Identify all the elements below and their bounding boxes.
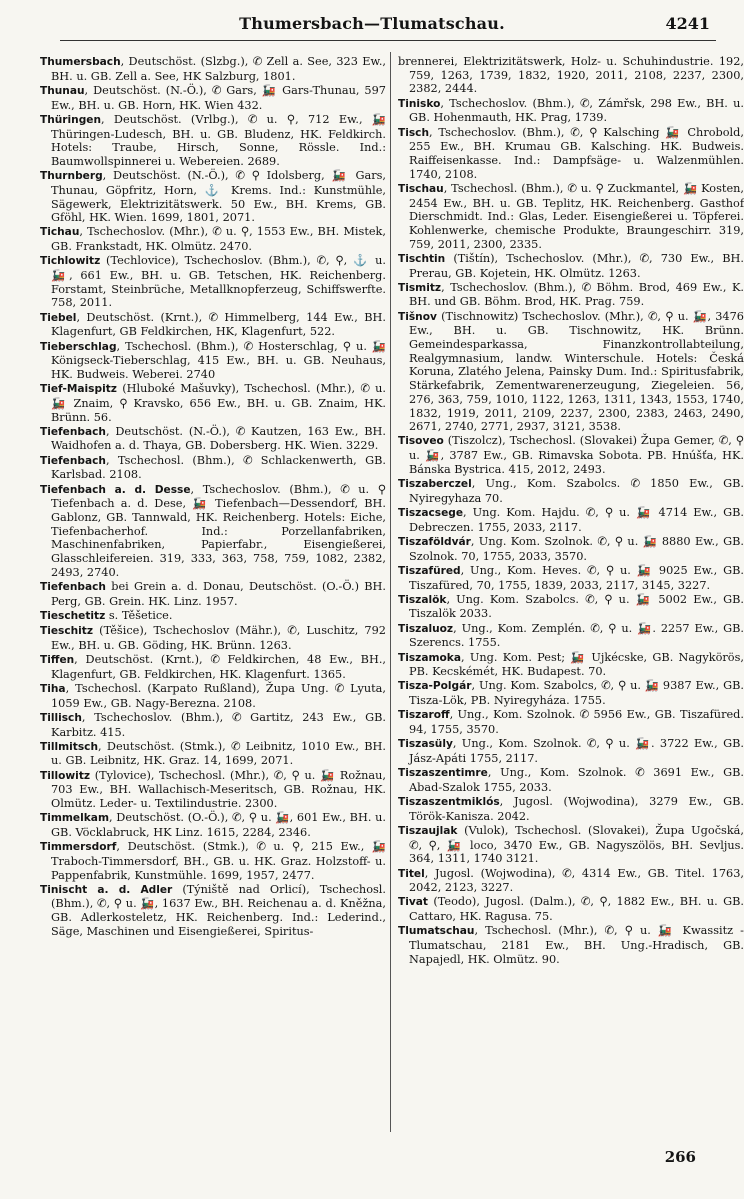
entry-headword: Tiszaszentmiklós	[398, 796, 500, 809]
entry-headword: Tischtin	[398, 252, 446, 265]
entry-text: , Tschechosl. (Bhm.), ✆ u. ⚲ Zuckmantel, 🚂 Kosten, 2454 Ew., BH. u. GB. Teplitz, HK. Reichenberg. Gasthof Dierschmidt. Ind.: Glas, Leder. Eisengießerei u. Töpferei. Kohlenwerke, chemische Produkte, Braungeschirr. 319, 759, 2011, 2300, 2335.	[409, 181, 744, 251]
entry-text: , Ung. Kom. Szabolcs. ✆, ⚲ u. 🚂 5002 Ew., GB. Tiszalök 2033.	[409, 592, 744, 621]
entry-text: (Techlovice), Tschechoslov. (Bhm.), ✆, ⚲, ⚓ u. 🚂, 661 Ew., BH. u. GB. Tetschen, HK. Reichenberg. Forstamt, Steinbrüche, Metallknopferzeug, Schiffswerfte. 758, 2011.	[51, 254, 386, 310]
header-rule	[60, 40, 716, 41]
directory-entry	[398, 97, 744, 125]
directory-entry	[40, 624, 386, 652]
entry-headword: Tieberschlag	[40, 340, 117, 353]
directory-entry	[398, 182, 744, 252]
entry-text: , Ung. Kom. Szolnok. ✆, ⚲ u. 🚂 8880 Ew., GB. Szolnok. 70, 1755, 2033, 3570.	[409, 534, 744, 563]
page-title: Thumersbach—Tlumatschau.	[239, 14, 505, 33]
directory-entry	[40, 769, 386, 811]
entry-headword: Tiszalök	[398, 593, 447, 606]
directory-entry	[398, 281, 744, 309]
page-header	[20, 14, 724, 40]
entry-headword: Thunau	[40, 84, 85, 97]
directory-entry	[40, 653, 386, 681]
directory-entry	[40, 811, 386, 839]
entry-headword: Tiszasüly	[398, 738, 453, 751]
entry-text: (Hluboké Mašuvky), Tschechosl. (Mhr.), ✆ u. 🚂 Znaim, ⚲ Kravsko, 656 Ew., BH. u. GB. Znaim, HK. Brünn. 56.	[51, 382, 386, 424]
column-divider	[390, 52, 391, 1132]
entry-headword: Thüringen	[40, 113, 102, 126]
directory-entry	[398, 867, 744, 895]
entry-headword: Tisza-Polgár	[398, 680, 472, 693]
entry-headword: Tiebel	[40, 311, 77, 324]
right-column	[398, 55, 744, 1130]
entry-text: , Ung. Kom. Pest; 🚂 Ujkécske, GB. Nagykörös, PB. Kecskémét, HK. Budapest. 70.	[409, 650, 744, 679]
entry-text: (Těšice), Tschechoslov (Mähr.), ✆, Luschitz, 792 Ew., BH. u. GB. Göding, HK. Brünn. 1263.	[51, 624, 386, 652]
entry-headword: Tichlowitz	[40, 255, 101, 268]
entry-text: (Tylovice), Tschechosl. (Mhr.), ✆, ⚲ u. 🚂 Rožnau, 703 Ew., BH. Wallachisch-Meseritsch, GB. Rožnau, HK. Olmütz. Leder- u. Textilindustrie. 2300.	[51, 768, 386, 811]
entry-headword: Tisch	[398, 126, 429, 139]
entry-text: , Tschechosl. (Karpato Rußland), Župa Ung. ✆ Lyuta, 1059 Ew., GB. Nagy-Berezna. 2108.	[51, 681, 386, 710]
entry-text: (Teodo), Jugosl. (Dalm.), ✆, ⚲, 1882 Ew., BH. u. GB. Cattaro, HK. Ragusa. 75.	[409, 895, 744, 924]
entry-text: , Ung., Kom. Szolnok. ✆ 5956 Ew., GB. Tiszafüred. 94, 1755, 3570.	[409, 708, 744, 737]
entry-headword: Tinisko	[398, 97, 441, 110]
directory-entry	[398, 477, 744, 505]
entry-headword: Tinischt a. d. Adler	[40, 883, 173, 896]
directory-entry	[398, 766, 744, 794]
entry-headword: Tiha	[40, 682, 66, 695]
entry-text: , Deutschöst. (Krnt.), ✆ Feldkirchen, 48 Ew., BH., Klagenfurt, GB. Feldkirchen, HK. Klagenfurt. 1365.	[51, 653, 386, 681]
left-column	[40, 55, 386, 1130]
entry-text: , Deutschöst. (O.-Ö.), ✆, ⚲ u. 🚂, 601 Ew., BH. u. GB. Vöcklabruck, HK Linz. 1615, 2284, 2346.	[51, 811, 386, 839]
entry-headword: Tiszaujlak	[398, 824, 458, 837]
entry-text: , Deutschöst. (Krnt.), ✆ Himmelberg, 144 Ew., BH. Klagenfurt, GB Feldkirchen, HK, Klagenfurt, 522.	[51, 310, 386, 339]
directory-entry	[40, 340, 386, 382]
entry-headword: Tiszaroff	[398, 709, 450, 722]
directory-entry	[40, 311, 386, 339]
directory-entry	[398, 564, 744, 592]
entry-text: , Tschechosl. (Bhm.), ✆ Schlackenwerth, GB. Karlsbad. 2108.	[51, 453, 386, 482]
entry-headword: Timmersdorf	[40, 841, 117, 854]
entry-headword: Tiefenbach	[40, 425, 106, 438]
entry-headword: Thurnberg	[40, 170, 103, 183]
entry-headword: Tiffen	[40, 654, 75, 667]
entry-text: (Vulok), Tschechosl. (Slovakei), Župa Ugočská, ✆, ⚲, 🚂 loco, 3470 Ew., GB. Nagyszölös, BH. Sevljus. 364, 1311, 1740 3121.	[409, 823, 744, 866]
entry-headword: Tivat	[398, 896, 428, 909]
directory-entry	[398, 55, 744, 96]
directory-entry	[398, 126, 744, 182]
entry-text: , Tschechoslov. (Bhm.), ✆, Zámřsk, 298 Ew., BH. u. GB. Hohenmauth, HK. Prag, 1739.	[409, 96, 744, 125]
entry-text: , Tschechosl. (Mhr.), ✆, ⚲ u. 🚂 Kwassitz - Tlumatschau, 2181 Ew., BH. Ung.-Hradisch, GB. Napajedl, HK. Olmütz. 90.	[409, 924, 744, 966]
entry-text: , Jugosl. (Wojwodina), 3279 Ew., GB. Török-Kanisza. 2042.	[409, 795, 744, 823]
entry-text: , Deutschöst. (Stmk.), ✆ Leibnitz, 1010 Ew., BH. u. GB. Leibnitz, HK. Graz. 14, 1699, 2071.	[51, 739, 386, 768]
directory-entry	[398, 824, 744, 866]
directory-entry	[40, 483, 386, 580]
entry-headword: Tieschetitz	[40, 609, 106, 622]
entry-headword: Tischau	[398, 182, 444, 195]
entry-text: , Ung., Kom. Zemplén. ✆, ⚲ u. 🚂. 2257 Ew., GB. Szerencs. 1755.	[409, 621, 744, 650]
entry-headword: Tillisch	[40, 711, 82, 724]
directory-entry	[40, 740, 386, 768]
entry-text: , Ung. Kom. Hajdu. ✆, ⚲ u. 🚂 4714 Ew., GB. Debreczen. 1755, 2033, 2117.	[409, 506, 744, 534]
directory-entry	[398, 310, 744, 434]
directory-entry	[40, 425, 386, 453]
directory-entry	[398, 506, 744, 534]
directory-entry	[40, 113, 386, 169]
entry-text: , Tschechoslov. (Bhm.), ✆, ⚲ Kalsching 🚂 Chrobold, 255 Ew., BH. Krumau GB. Kalsching. HK. Budweis. Raiffeisenkasse. Ind.: Dampfsäge- u. Walzenmühlen. 1740, 2108.	[409, 125, 744, 181]
entry-text: , Deutschöst. (Slzbg.), ✆ Zell a. See, 323 Ew., BH. u. GB. Zell a. See, HK Salzburg, 1801.	[51, 55, 386, 83]
entry-headword: Titel	[398, 867, 425, 880]
entry-headword: Tieschitz	[40, 625, 94, 638]
directory-entry	[398, 593, 744, 621]
entry-headword: Tiefenbach	[40, 581, 106, 594]
directory-entry	[40, 225, 386, 253]
entry-headword: Tiszafüred	[398, 564, 461, 577]
directory-entry	[40, 609, 386, 624]
entry-text: , Deutschöst. (N.-Ö.), ✆ ⚲ Idolsberg, 🚂 Gars, Thunau, Göpfritz, Horn, ⚓ Krems. Ind.: Kunstmühle, Sägewerk, Elektrizitätswerk. 50 Ew., BH. Krems, GB. Gföhl, HK. Wien. 1699, 1801, 2071.	[51, 169, 386, 225]
entry-text: (Týniště nad Orlicí), Tschechosl. (Bhm.), ✆, ⚲ u. 🚂, 1637 Ew., BH. Reichenau a. d. Kněžna, GB. Adlerkosteletz, HK. Reichenberg. Ind.: Lederind., Säge, Maschinen und Eisengießerei, Spiritus-	[51, 882, 386, 938]
entry-text: , Ung., Kom. Szolnok. ✆, ⚲ u. 🚂. 3722 Ew., GB. Jász-Apáti 1755, 2117.	[409, 737, 744, 765]
entry-headword: Tišnov	[398, 310, 437, 323]
directory-entry	[40, 84, 386, 112]
directory-entry	[398, 737, 744, 765]
directory-entry	[40, 169, 386, 225]
entry-headword: Timmelkam	[40, 812, 109, 825]
entry-text: (Tischnowitz) Tschechoslov. (Mhr.), ✆, ⚲ u. 🚂, 3476 Ew., BH. u. GB. Tischnowitz, HK. Brünn. Gemeindesparkassa, Finanzkontrollabteilung, Realgymnasium, landw. Winterschule. Hotels: Česká Koruna, Zlatého Jelena, Painsky Dum. Ind.: Spiritusfabrik, Stärkefabrik, Zementwarenerzeugung, Ziegeleien. 56, 276, 363, 759, 1010, 1122, 1263, 1311, 1343, 1553, 1740, 1832, 1919, 2011, 2109, 2237, 2300, 2383, 2463, 2490, 2671, 2740, 2771, 2937, 3121, 3538.	[409, 309, 744, 434]
entry-text: , Tschechoslov. (Bhm.), ✆ Böhm. Brod, 469 Ew., K. BH. und GB. Böhm. Brod, HK. Prag. 759.	[409, 280, 744, 309]
directory-entry	[398, 708, 744, 736]
directory-entry	[398, 622, 744, 650]
entry-headword: Tiefenbach	[40, 454, 106, 467]
directory-entry	[398, 895, 744, 923]
entry-text: , Ung., Kom. Szabolcs. ✆ 1850 Ew., GB. Nyiregyhaza 70.	[409, 477, 744, 505]
entry-text: , Deutschöst. (Vrlbg.), ✆ u. ⚲, 712 Ew., 🚂 Thüringen-Ludesch, BH. u. GB. Bludenz, HK. Feldkirch. Hotels: Traube, Hirsch, Sonne, Rössle. Ind.: Baumwollspinnerei u. Webereien. 2689.	[51, 112, 386, 168]
directory-entry	[40, 55, 386, 83]
entry-headword: Tillmitsch	[40, 740, 98, 753]
directory-entry	[398, 679, 744, 707]
directory-entry	[40, 883, 386, 939]
entry-text: s. Těšetice.	[105, 608, 173, 622]
directory-entry	[40, 711, 386, 739]
entry-text: , Jugosl. (Wojwodina), ✆, 4314 Ew., GB. Titel. 1763, 2042, 2123, 3227.	[409, 866, 744, 895]
entry-text: brennerei, Elektrizitätswerk, Holz- u. Schuhindustrie. 192, 759, 1263, 1739, 1832, 1920, 2011, 2108, 2237, 2300, 2382, 2444.	[398, 55, 744, 96]
entry-text: , Deutschöst. (N.-Ö.), ✆ Kautzen, 163 Ew., BH. Waidhofen a. d. Thaya, GB. Dobersberg. HK. Wien. 3229.	[51, 424, 386, 453]
entry-text: , Tschechoslov. (Bhm.), ✆ u. ⚲ Tiefenbach a. d. Dese, 🚂 Tiefenbach—Dessendorf, BH. Gablonz, GB. Tannwald, HK. Reichenberg. Hotels: Eiche, Tiefenbacherhof. Ind.: Porzellanfabriken, Maschinenfabriken, Papierfabr., Eisengießerei, Glasschleifereien. 319, 333, 363, 758, 759, 1082, 2382, 2493, 2740.	[51, 482, 386, 579]
page-number: 4241	[665, 14, 710, 33]
entry-headword: Tiefenbach a. d. Desse	[40, 483, 191, 496]
entry-text: , Tschechoslov. (Bhm.), ✆ Gartitz, 243 Ew., GB. Karbitz. 415.	[51, 710, 386, 739]
entry-text: , Ung. Kom. Szabolcs, ✆, ⚲ u. 🚂 9387 Ew., GB. Tisza-Lök, PB. Nyiregyháza. 1755.	[409, 679, 744, 708]
entry-text: , Ung., Kom. Heves. ✆, ⚲ u. 🚂 9025 Ew., GB. Tiszafüred, 70, 1755, 1839, 2033, 2117, 3145, 3227.	[409, 563, 744, 592]
directory-entry	[40, 254, 386, 310]
entry-text: , Tschechosl. (Bhm.), ✆ Hosterschlag, ⚲ u. 🚂 Königseck-Tieberschlag, 415 Ew., BH. u. GB. Neuhaus, HK. Budweis. Weberei. 2740	[51, 339, 386, 381]
entry-text: , Ung., Kom. Szolnok. ✆ 3691 Ew., GB. Abad-Szalok 1755, 2033.	[409, 766, 744, 794]
entry-headword: Tichau	[40, 226, 80, 239]
entry-text: bei Grein a. d. Donau, Deutschöst. (O.-Ö.) BH. Perg, GB. Grein. HK. Linz. 1957.	[51, 580, 386, 608]
directory-entry	[398, 434, 744, 476]
entry-text: (Tiszolcz), Tschechosl. (Slovakei) Župa Gemer, ✆, ⚲ u. 🚂, 3787 Ew., GB. Rimavska Sobota. PB. Hnúšťa, HK. Bánska Bystrica. 415, 2012, 2493.	[409, 434, 744, 476]
entry-headword: Tiszaluoz	[398, 622, 454, 635]
entry-text: , Deutschöst. (N.-Ö.), ✆ Gars, 🚂 Gars-Thunau, 597 Ew., BH. u. GB. Horn, HK. Wien 432.	[51, 83, 386, 112]
footer-number: 266	[664, 1148, 696, 1166]
entry-headword: Tiszacsege	[398, 507, 464, 519]
entry-headword: Thumersbach	[40, 56, 121, 68]
entry-headword: Tiszaföldvár	[398, 535, 471, 548]
entry-text: (Tištín), Tschechoslov. (Mhr.), ✆, 730 Ew., BH. Prerau, GB. Kojetein, HK. Olmütz. 1263.	[409, 251, 744, 280]
entry-headword: Tismitz	[398, 281, 442, 294]
directory-entry	[40, 382, 386, 424]
directory-entry	[398, 252, 744, 280]
entry-headword: Tief-Maispitz	[40, 383, 117, 396]
entry-headword: Tillowitz	[40, 769, 91, 782]
entry-text: , Deutschöst. (Stmk.), ✆ u. ⚲, 215 Ew., 🚂 Traboch-Timmersdorf, BH., GB. u. HK. Graz. Holzstoff- u. Pappenfabrik, Kunstmühle. 1699, 1957, 2477.	[51, 840, 386, 882]
directory-entry	[40, 580, 386, 608]
directory-entry	[398, 651, 744, 679]
directory-entry	[40, 682, 386, 710]
entry-headword: Tiszaberczel	[398, 478, 472, 491]
entry-headword: Tlumatschau	[398, 925, 475, 938]
entry-headword: Tiszaszentimre	[398, 767, 488, 780]
directory-entry	[40, 840, 386, 882]
directory-entry	[398, 795, 744, 823]
entry-headword: Tisoveo	[398, 435, 444, 448]
directory-entry	[40, 454, 386, 482]
directory-entry	[398, 535, 744, 563]
entry-text: , Tschechoslov. (Mhr.), ✆ u. ⚲, 1553 Ew., BH. Mistek, GB. Frankstadt, HK. Olmütz. 2470.	[51, 225, 386, 254]
entry-headword: Tiszamoka	[398, 651, 461, 664]
directory-entry	[398, 924, 744, 966]
